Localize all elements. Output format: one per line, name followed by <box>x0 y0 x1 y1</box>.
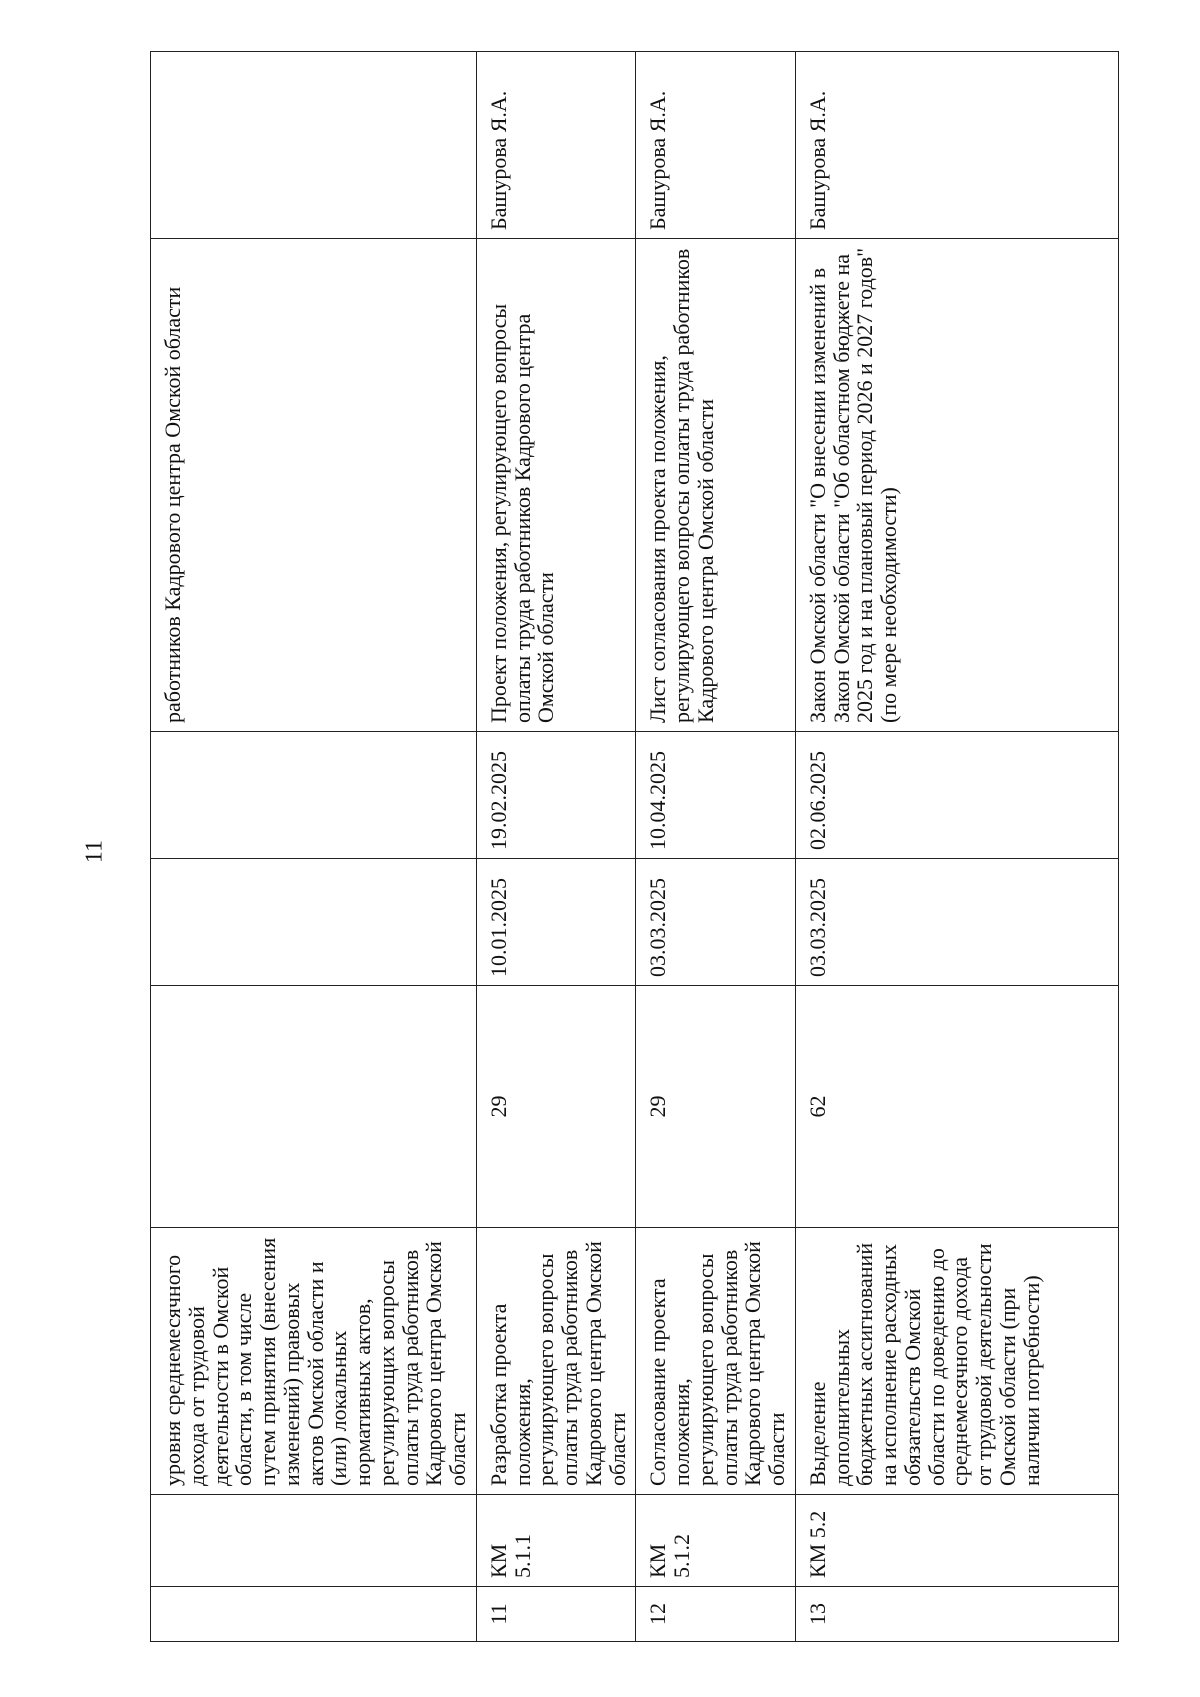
result-document: Проект положения, регулирующего вопросы оплаты труда работников Кадрового центра Омской области <box>476 239 636 732</box>
control-points-table <box>150 51 1119 1642</box>
responsible-person: Башурова Я.А. <box>795 52 1118 239</box>
start-date: 03.03.2025 <box>795 859 1118 986</box>
control-point-name: Согласование проекта положения, регулирующего вопросы оплаты труда работников Кадрового центра Омской области <box>636 1228 796 1495</box>
table-row <box>636 52 796 1642</box>
responsible-person: Башурова Я.А. <box>476 52 636 239</box>
end-date: 02.06.2025 <box>795 732 1118 859</box>
end-date: 19.02.2025 <box>476 732 636 859</box>
control-point-code: КМ 5.1.2 <box>636 1495 796 1587</box>
duration-days: 29 <box>636 986 796 1228</box>
table-row <box>151 52 477 1642</box>
row-number: 12 <box>636 1587 796 1642</box>
start-date: 10.01.2025 <box>476 859 636 986</box>
table-row <box>795 52 1118 1642</box>
control-point-code: КМ 5.2 <box>795 1495 1118 1587</box>
row-number <box>151 1587 477 1642</box>
responsible-person <box>151 52 477 239</box>
table-row <box>476 52 636 1642</box>
end-date <box>151 732 477 859</box>
responsible-person: Башурова Я.А. <box>636 52 796 239</box>
control-point-name: Выделение дополнительных бюджетных ассигнований на исполнение расходных обязательств Омской области по доведению до среднемесячного дохода от трудовой деятельности Омской области (при наличии потребности) <box>795 1228 1118 1495</box>
control-point-name: Разработка проекта положения, регулирующего вопросы оплаты труда работников Кадрового центра Омской области <box>476 1228 636 1495</box>
result-document: Лист согласования проекта положения, регулирующего вопросы оплаты труда работников Кадрового центра Омской области <box>636 239 796 732</box>
end-date: 10.04.2025 <box>636 732 796 859</box>
row-number: 13 <box>795 1587 1118 1642</box>
start-date: 03.03.2025 <box>636 859 796 986</box>
control-point-name: уровня среднемесячного дохода от трудовой деятельности в Омской области, в том числе путем принятия (внесения изменений) правовых актов Омской области и (или) локальных нормативных актов, регулирующих вопросы оплаты труда работников Кадрового центра Омской области <box>151 1228 477 1495</box>
control-point-code: КМ 5.1.1 <box>476 1495 636 1587</box>
duration-days <box>151 986 477 1228</box>
control-point-code <box>151 1495 477 1587</box>
duration-days: 29 <box>476 986 636 1228</box>
result-document: Закон Омской области "О внесении изменений в Закон Омской области "Об областном бюджете на 2025 год и на плановый период 2026 и 2027 годов" (по мере необходимости) <box>795 239 1118 732</box>
result-document: работников Кадрового центра Омской области <box>151 239 477 732</box>
duration-days: 62 <box>795 986 1118 1228</box>
rotated-page-content <box>150 52 1080 1642</box>
page-number: 11 <box>81 839 108 864</box>
start-date <box>151 859 477 986</box>
row-number: 11 <box>476 1587 636 1642</box>
